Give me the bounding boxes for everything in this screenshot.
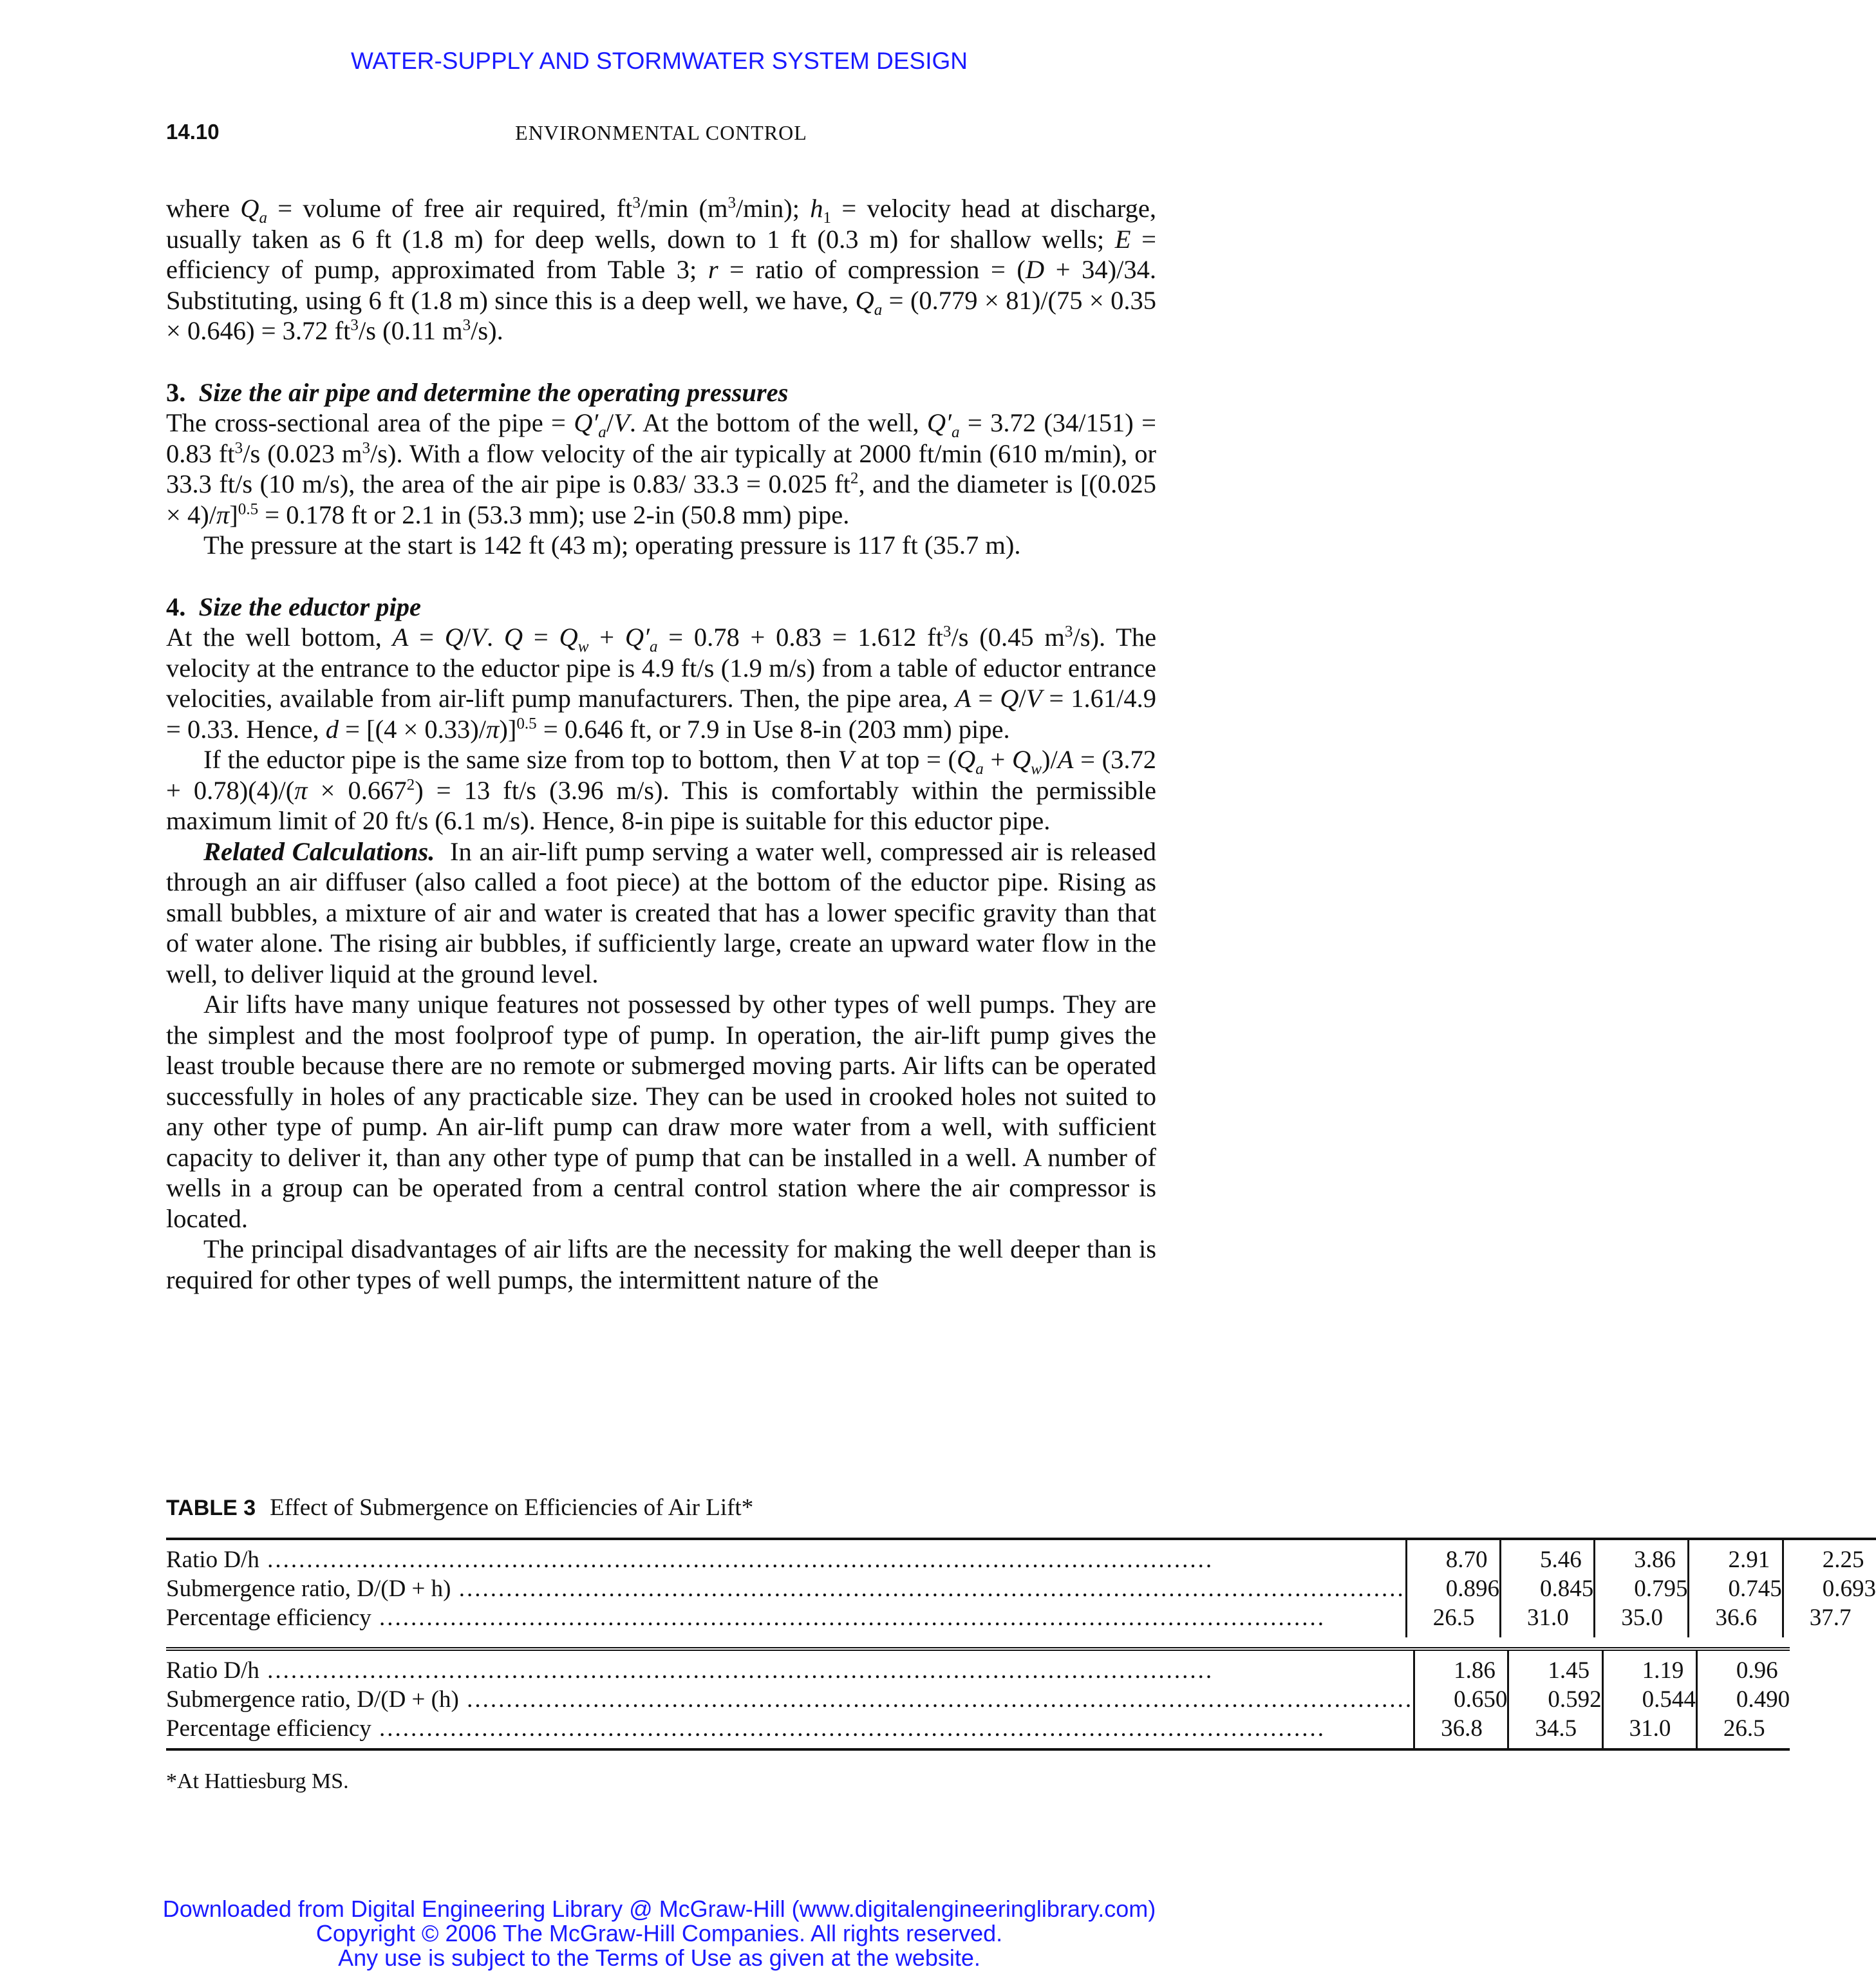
paragraph-pressure: The pressure at the start is 142 ft (43 m); operating pressure is 117 ft (35.7 m). [203, 531, 1021, 560]
book-title-header[interactable]: WATER-SUPPLY AND STORMWATER SYSTEM DESIGN [350, 48, 968, 74]
table-cell: 5.46 [1500, 1539, 1594, 1574]
table-row [166, 1539, 1876, 1574]
table-row [166, 1574, 1876, 1603]
table-cell: 31.0 [1602, 1714, 1696, 1749]
table-cell: 0.592 [1508, 1685, 1602, 1714]
step-4-title: Size the eductor pipe [198, 592, 421, 621]
table-cell: 26.5 [1696, 1714, 1790, 1749]
leader-dots: ........................................................................................................................ [458, 1686, 1414, 1713]
page-number: 14.10 [166, 120, 220, 144]
table-cell: 0.96 [1696, 1649, 1790, 1685]
table-cell: 1.19 [1602, 1649, 1696, 1685]
step-3-heading [166, 377, 1156, 408]
row-label-text: Percentage efficiency [166, 1715, 371, 1742]
paragraph-related: Related Calculations. In an air-lift pump serving a water well, compressed air is released through an air diffuser (also called a foot piece) at the bottom of the eductor pipe. Rising as small bubbles, a mixture of air and water is created that has a lower specific gravity than that of water alone. The rising air bubbles, if sufficiently large, create an upward water flow in the well, to deliver liquid at the ground level. [166, 836, 1156, 988]
table-cell: 0.544 [1602, 1685, 1696, 1714]
paragraph-eductor-top: If the eductor pipe is the same size from top to bottom, then V at top = $(Q_a + Q_w)/A = (3.72 + 0.78)(4)/(\pi \times 0.667^2) = 13$ ft/s (3.96 m/s). This is comfortably within the permissible maximum limit of 20 ft/s (6.1 m/s). Hence, 8-in pipe is suitable for this eductor pipe. [166, 745, 1157, 835]
table-cell: 35.0 [1595, 1603, 1689, 1637]
paragraph-eductor: At the well bottom, A = Q/V. $Q = Q_w + Q'_a = 0.78 + 0.83 = 1.612$ $ft^3/s$ (0.45 $m^3/s$). The velocity at the entrance to the eductor pipe is 4.9 ft/s (1.9 m/s) from a table of eductor entrance velocities, available from air-lift pump manufacturers. Then, the pipe area, A = Q/V = 1.61/4.9 = 0.33. Hence, $d = [(4 \times 0.33)/\pi)]^{0.5} = 0.646$ ft, or 7.9 in Use 8-in (203 mm) pipe. [166, 623, 1157, 744]
table-row [166, 1603, 1876, 1637]
footer-line-download[interactable]: Downloaded from Digital Engineering Library @ McGraw-Hill (www.digitalengineeringlibrary.com) [162, 1896, 1156, 1922]
table-row [166, 1714, 1790, 1749]
section-name: ENVIRONMENTAL CONTROL [515, 121, 807, 144]
table-cell: 34.5 [1508, 1714, 1602, 1749]
table-cell: 0.693 [1783, 1574, 1876, 1603]
table-cell: 3.86 [1595, 1539, 1689, 1574]
table-cell: 8.70 [1406, 1539, 1500, 1574]
paragraph-disadvantages: The principal disadvantages of air lifts are the necessity for making the well deeper than is required for other types of well pumps, the intermittent nature of the [166, 1234, 1156, 1294]
row-label-text: Ratio D/h [166, 1547, 259, 1573]
table-cell: 31.0 [1500, 1603, 1594, 1637]
row-label-text: Percentage efficiency [166, 1605, 371, 1631]
table-cell: 0.845 [1500, 1574, 1594, 1603]
step-3-number: 3. [166, 377, 186, 407]
table-cell: 1.45 [1508, 1649, 1602, 1685]
row-label-text: Submergence ratio, D/(D + (h) [166, 1686, 459, 1713]
download-footer [0, 1897, 1318, 1970]
table-cell: 0.795 [1595, 1574, 1689, 1603]
row-label-text: Ratio D/h [166, 1657, 259, 1684]
table-cell: 37.7 [1783, 1603, 1876, 1637]
table-cell: 0.490 [1696, 1685, 1790, 1714]
footer-line-terms: Any use is subject to the Terms of Use as given at the website. [338, 1945, 980, 1971]
leader-dots: ........................................................................................................................ [371, 1605, 1326, 1631]
row-label [166, 1539, 1406, 1574]
row-label [166, 1603, 1406, 1637]
leader-dots: ........................................................................................................................ [451, 1576, 1405, 1602]
footer-line-copyright: Copyright © 2006 The McGraw-Hill Companies. All rights reserved. [315, 1920, 1003, 1946]
table-footnote: *At Hattiesburg MS. [166, 1769, 349, 1793]
table-label: TABLE 3 [166, 1496, 256, 1520]
row-label-text: Submergence ratio, D/(D + h) [166, 1576, 451, 1602]
paragraph-air-pipe: The cross-sectional area of the pipe = $Q'_a/V$. At the bottom of the well, $Q'_a = 3.72$ (34/151) = 0.83 $ft^3/s$ (0.023 $m^3/s$). With a flow velocity of the air typically at 2000 ft/min (610 m/min), or 33.3 ft/s (10 m/s), the area of the air pipe is 0.83/ 33.3 = 0.025 $ft^2$, and the diameter is $[(0.025 \times 4)/\pi]^{0.5} = 0.178$ ft or 2.1 in (53.3 mm); use 2-in (50.8 mm) pipe. [166, 408, 1156, 529]
table-cell: 36.8 [1414, 1714, 1508, 1749]
table-cell: 0.650 [1414, 1685, 1508, 1714]
table-row [166, 1649, 1790, 1685]
related-calculations-label: Related Calculations. [203, 836, 435, 866]
step-4-number: 4. [166, 592, 186, 621]
table-cell: 1.86 [1414, 1649, 1508, 1685]
table-title: Effect of Submergence on Efficiencies of Air Lift* [270, 1494, 754, 1521]
step-4-heading [166, 592, 1156, 623]
table-row [166, 1685, 1790, 1714]
table-caption [166, 1494, 753, 1521]
row-label [166, 1649, 1414, 1685]
table-cell: 26.5 [1406, 1603, 1500, 1637]
body-text [166, 193, 1156, 1295]
paragraph-where: where $Q_a$ = volume of free air required, $ft^3/\min$ $(m^3/\min)$; $h_1$ = velocity head at discharge, usually taken as 6 ft (1.8 m) for deep wells, down to 1 ft (0.3 m) for shallow wells; E = efficiency of pump, approximated from Table 3; r = ratio of compression = (D + 34)/34. Substituting, using 6 ft (1.8 m) since this is a deep well, we have, $Q_a = (0.779 \times 81)/(75 \times 0.35 \times 0.646) = 3.72$ $ft^3/s$ (0.11 $m^3/s$). [166, 194, 1157, 345]
efficiency-table-part-2 [166, 1647, 1790, 1751]
table-cell: 36.6 [1689, 1603, 1783, 1637]
step-3-title: Size the air pipe and determine the operating pressures [198, 377, 789, 407]
table-cell: 2.91 [1689, 1539, 1783, 1574]
leader-dots: ........................................................................................................................ [259, 1657, 1214, 1684]
row-label [166, 1574, 1406, 1603]
leader-dots: ........................................................................................................................ [259, 1547, 1214, 1573]
running-head [166, 120, 1156, 151]
table-cell: 0.896 [1406, 1574, 1500, 1603]
paragraph-air-lifts: Air lifts have many unique features not possessed by other types of well pumps. They are the simplest and the most foolproof type of pump. In operation, the air-lift pump gives the least trouble because there are no remote or submerged moving parts. Air lifts can be operated successfully in holes of any practicable size. They can be used in crooked holes not suited to any other type of pump. An air-lift pump can draw more water from a well, with sufficient capacity to deliver it, than any other type of pump that can be installed in a well. A number of wells in a group can be operated from a central control station where the air compressor is located. [166, 990, 1156, 1233]
table-cell: 2.25 [1783, 1539, 1876, 1574]
row-label [166, 1714, 1414, 1749]
row-label [166, 1685, 1414, 1714]
table-cell: 0.745 [1689, 1574, 1783, 1603]
leader-dots: ........................................................................................................................ [371, 1715, 1326, 1742]
efficiency-table-part-1 [166, 1538, 1876, 1637]
